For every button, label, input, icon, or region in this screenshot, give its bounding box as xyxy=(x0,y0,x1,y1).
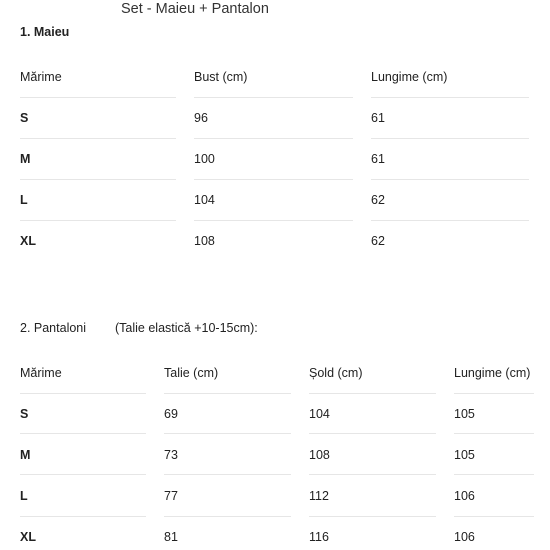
table-header-cell: Talie (cm) xyxy=(164,366,219,380)
row-divider xyxy=(20,220,176,221)
table-cell: 61 xyxy=(371,152,385,166)
table-header-cell: Mărime xyxy=(20,366,62,380)
row-divider xyxy=(309,516,436,517)
table-cell: 100 xyxy=(194,152,215,166)
row-divider xyxy=(20,433,146,434)
section-pantaloni-note: (Talie elastică +10-15cm): xyxy=(115,321,258,335)
row-divider xyxy=(20,138,176,139)
table-cell: 105 xyxy=(454,407,475,421)
table-cell: 77 xyxy=(164,489,178,503)
table-cell-size: XL xyxy=(20,530,36,544)
section-pantaloni-heading: 2. Pantaloni xyxy=(20,321,87,335)
table-cell: 61 xyxy=(371,111,385,125)
table-cell: 73 xyxy=(164,448,178,462)
row-divider xyxy=(164,433,291,434)
table-cell: 104 xyxy=(309,407,330,421)
row-divider xyxy=(454,474,534,475)
table-cell-size: XL xyxy=(20,234,36,248)
table-cell: 106 xyxy=(454,489,475,503)
row-divider xyxy=(164,474,291,475)
table-cell: 62 xyxy=(371,193,385,207)
table-cell: 69 xyxy=(164,407,178,421)
row-divider xyxy=(20,179,176,180)
row-divider xyxy=(164,393,291,394)
table-cell-size: M xyxy=(20,448,31,462)
row-divider xyxy=(309,393,436,394)
table-cell-size: S xyxy=(20,407,29,421)
row-divider xyxy=(454,433,534,434)
table-cell: 104 xyxy=(194,193,215,207)
row-divider xyxy=(309,474,436,475)
table-cell: 62 xyxy=(371,234,385,248)
table-cell: 108 xyxy=(309,448,330,462)
table-cell: 81 xyxy=(164,530,178,544)
table-header-cell: Mărime xyxy=(20,70,62,84)
row-divider xyxy=(371,138,529,139)
row-divider xyxy=(20,97,176,98)
table-cell-size: L xyxy=(20,489,28,503)
row-divider xyxy=(309,433,436,434)
row-divider xyxy=(454,516,534,517)
row-divider xyxy=(371,97,529,98)
table-header-cell: Bust (cm) xyxy=(194,70,248,84)
row-divider xyxy=(194,138,353,139)
table-cell-size: L xyxy=(20,193,28,207)
table-cell: 106 xyxy=(454,530,475,544)
row-divider xyxy=(194,220,353,221)
row-divider xyxy=(371,179,529,180)
table-cell-size: S xyxy=(20,111,29,125)
page-title: Set - Maieu + Pantalon xyxy=(121,1,269,17)
row-divider xyxy=(194,97,353,98)
table-header-cell: Șold (cm) xyxy=(309,366,363,380)
table-cell-size: M xyxy=(20,152,31,166)
row-divider xyxy=(20,474,146,475)
row-divider xyxy=(454,393,534,394)
row-divider xyxy=(194,179,353,180)
row-divider xyxy=(20,516,146,517)
table-header-cell: Lungime (cm) xyxy=(454,366,531,380)
row-divider xyxy=(164,516,291,517)
table-cell: 116 xyxy=(309,530,329,544)
table-header-cell: Lungime (cm) xyxy=(371,70,448,84)
row-divider xyxy=(20,393,146,394)
table-cell: 112 xyxy=(309,489,329,503)
table-cell: 108 xyxy=(194,234,215,248)
table-cell: 105 xyxy=(454,448,475,462)
row-divider xyxy=(371,220,529,221)
section-maieu-heading: 1. Maieu xyxy=(20,25,70,39)
table-cell: 96 xyxy=(194,111,208,125)
